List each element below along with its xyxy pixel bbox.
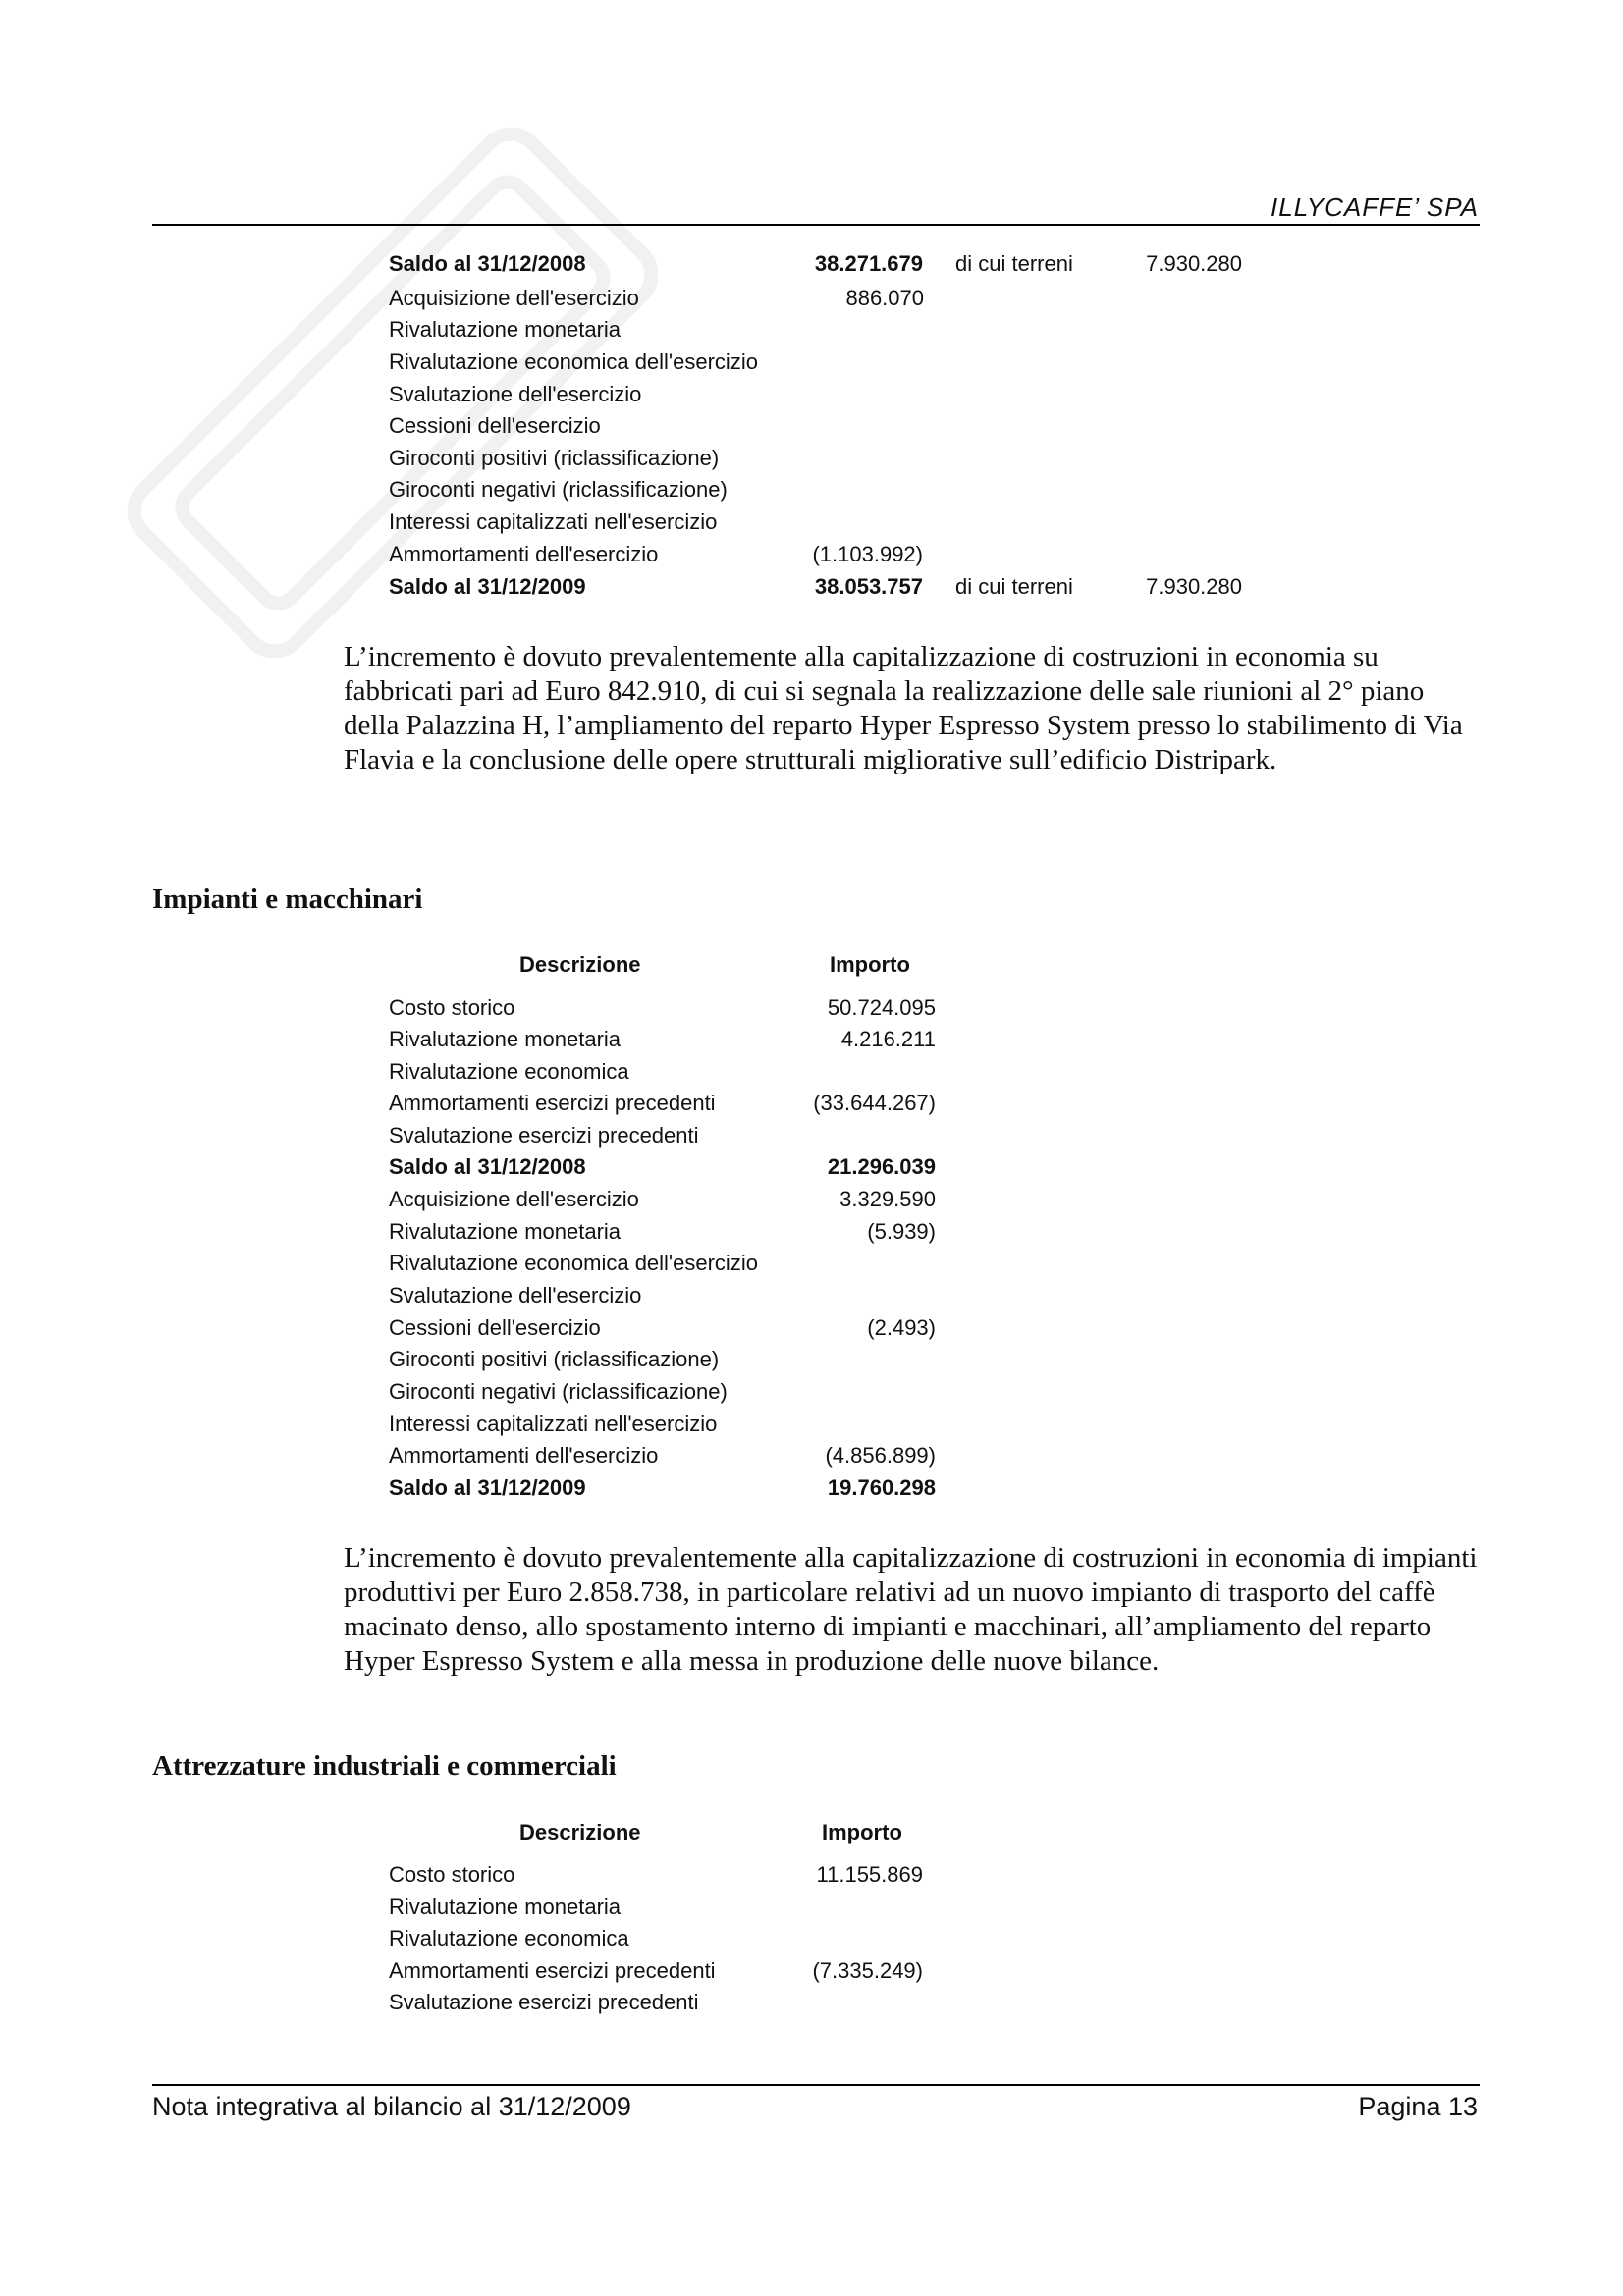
table-row: Rivalutazione monetaria <box>389 317 622 342</box>
table-row: Saldo al 31/12/2008 38.271.679 di cui terreni 7.930.280 <box>389 251 1242 276</box>
header-rule <box>152 224 1480 226</box>
table-row: Acquisizione dell'esercizio 3.329.590 <box>389 1187 936 1211</box>
table-row: Interessi capitalizzati nell'esercizio <box>389 509 718 534</box>
page-number: Pagina 13 <box>1358 2092 1478 2121</box>
table-row: Rivalutazione monetaria <box>389 1895 622 1919</box>
table-row: Saldo al 31/12/2009 19.760.298 <box>389 1475 936 1500</box>
column-header-descrizione: Descrizione <box>519 952 641 977</box>
column-header-importo: Importo <box>822 1820 902 1844</box>
table-row: Ammortamenti dell'esercizio (4.856.899) <box>389 1443 936 1468</box>
table-row: Svalutazione dell'esercizio <box>389 1283 642 1308</box>
footer-title: Nota integrativa al bilancio al 31/12/2009 <box>152 2092 631 2121</box>
table-row: Rivalutazione economica dell'esercizio <box>389 1251 758 1275</box>
table-row: Rivalutazione economica dell'esercizio <box>389 349 758 374</box>
table-row: Cessioni dell'esercizio (2.493) <box>389 1315 936 1340</box>
table-row: Svalutazione dell'esercizio <box>389 382 642 406</box>
column-header-descrizione: Descrizione <box>519 1820 641 1844</box>
section-title-impianti: Impianti e macchinari <box>152 883 423 915</box>
section-title-attrezzature: Attrezzature industriali e commerciali <box>152 1750 617 1782</box>
paragraph-fabbricati: L’incremento è dovuto prevalentemente alla capitalizzazione di costruzioni in economia su fabbricati pari ad Euro 842.910, di cui si segnala la realizzazione delle sale riunioni al 2° piano della Palazzina H, l’ampliamento del reparto Hyper Espresso System presso lo stabilimento di Via Flavia e la conclusione delle opere strutturali migliorative sull’edificio Distripark. <box>344 641 1463 775</box>
table-row: Acquisizione dell'esercizio 886.070 <box>389 286 924 310</box>
table-row: Giroconti negativi (riclassificazione) <box>389 1379 728 1404</box>
table-row: Rivalutazione monetaria 4.216.211 <box>389 1027 936 1051</box>
table-row: Rivalutazione economica <box>389 1926 629 1950</box>
table-row: Giroconti negativi (riclassificazione) <box>389 477 728 502</box>
company-header: ILLYCAFFE’ SPA <box>1271 192 1479 222</box>
table-row: Svalutazione esercizi precedenti <box>389 1990 699 2014</box>
table-row: Svalutazione esercizi precedenti <box>389 1123 699 1148</box>
table-row: Costo storico 11.155.869 <box>389 1862 923 1887</box>
table-row: Interessi capitalizzati nell'esercizio <box>389 1412 718 1436</box>
table-row: Costo storico 50.724.095 <box>389 995 936 1020</box>
footer-rule <box>152 2084 1480 2086</box>
column-header-importo: Importo <box>830 952 910 977</box>
table-row: Ammortamenti esercizi precedenti (7.335.249) <box>389 1958 923 1983</box>
table-row: Rivalutazione monetaria (5.939) <box>389 1219 936 1244</box>
table-row: Ammortamenti esercizi precedenti (33.644.267) <box>389 1091 936 1115</box>
table-row: Rivalutazione economica <box>389 1059 629 1084</box>
table-row: Giroconti positivi (riclassificazione) <box>389 1347 720 1371</box>
table-row: Ammortamenti dell'esercizio (1.103.992) <box>389 542 923 566</box>
table-row: Cessioni dell'esercizio <box>389 413 601 438</box>
table-row: Giroconti positivi (riclassificazione) <box>389 446 720 470</box>
table-row: Saldo al 31/12/2009 38.053.757 di cui terreni 7.930.280 <box>389 574 1242 599</box>
paragraph-impianti: L’incremento è dovuto prevalentemente alla capitalizzazione di costruzioni in economia di impianti produttivi per Euro 2.858.738, in particolare relativi ad un nuovo impianto di trasporto del caffè macinato denso, allo spostamento interno di impianti e macchinari, all’ampliamento del reparto Hyper Espresso System e alla messa in produzione delle nuove bilance. <box>344 1542 1478 1677</box>
table-row: Saldo al 31/12/2008 21.296.039 <box>389 1154 936 1179</box>
